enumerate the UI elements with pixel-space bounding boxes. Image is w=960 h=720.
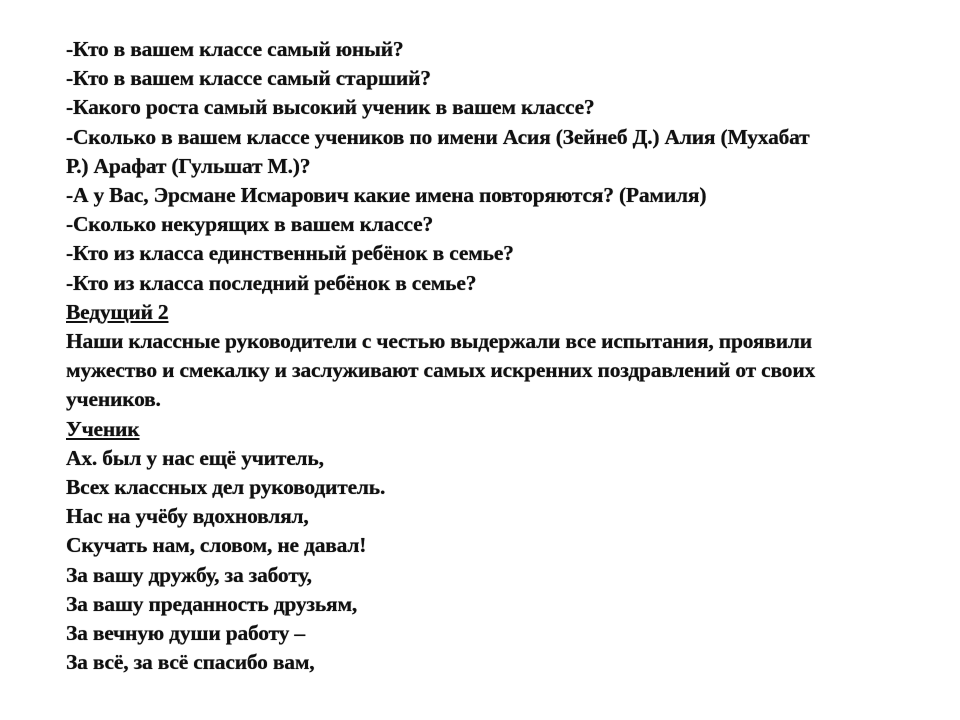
poem-line: Нас на учёбу вдохновлял, [66,504,309,529]
question-line: -Кто из класса последний ребёнок в семье? [66,270,477,295]
poem-line: За вашу дружбу, за заботу, [66,562,312,587]
question-line: -Сколько в вашем классе учеников по имени Асия (Зейнеб Д.) Алия (Мухабат [66,124,810,149]
question-line: -Кто в вашем классе самый юный? [66,37,404,61]
question-line: -Кто из класса единственный ребёнок в семье? [66,241,514,266]
poem-line: За вечную души работу – [66,621,305,646]
host-text-line: учеников. [66,387,161,412]
poem-line: Ах. был у нас ещё учитель, [66,445,324,470]
poem-line: Всех классных дел руководитель. [66,475,386,500]
poem-line: Скучать нам, словом, не давал! [66,533,367,558]
question-line: -Какого роста самый высокий ученик в вашем классе? [66,95,595,120]
question-line: -Сколько некурящих в вашем классе? [66,212,434,237]
host-text-line: мужество и смекалку и заслуживают самых искренних поздравлений от своих [66,358,816,383]
question-line: -Кто в вашем классе самый старший? [66,66,431,91]
poem-line: За всё, за всё спасибо вам, [66,650,315,675]
question-line: Р.) Арафат (Гульшат М.)? [66,153,311,178]
section-heading-student: Ученик [66,416,140,441]
section-heading-host: Ведущий 2 [66,299,169,324]
document-page [66,35,936,677]
poem-line: За вашу преданность друзьям, [66,591,358,616]
host-text-line: Наши классные руководители с честью выдержали все испытания, проявили [66,329,812,354]
question-line: -А у Вас, Эрсмане Исмарович какие имена повторяются? (Рамиля) [66,183,707,208]
